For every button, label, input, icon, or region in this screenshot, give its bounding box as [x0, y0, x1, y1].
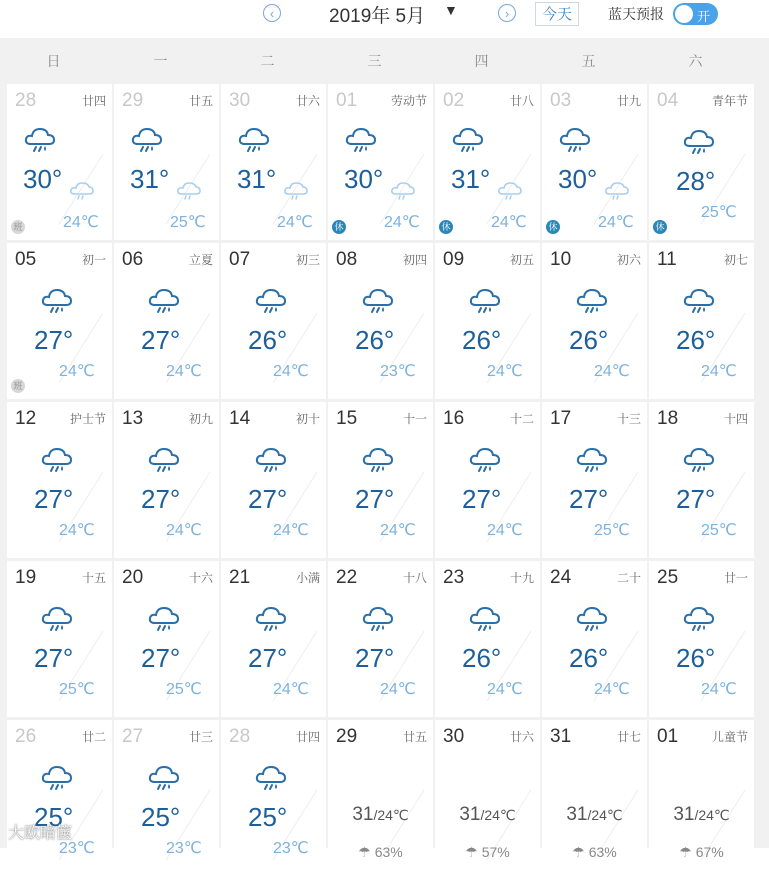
day-number: 13 — [122, 408, 144, 429]
calendar-day-cell[interactable] — [114, 84, 219, 240]
high-temp: 26° — [569, 643, 609, 673]
high-temp: 27° — [141, 325, 181, 355]
day-number: 16 — [443, 408, 465, 429]
rain-probability: 67% — [695, 844, 724, 860]
lunar-date: 廿一 — [723, 571, 748, 585]
low-temp: 24℃ — [63, 214, 99, 231]
day-number: 27 — [122, 726, 144, 747]
calendar-day-cell[interactable] — [7, 243, 112, 399]
rain-chance — [542, 844, 647, 861]
low-temp: 25℃ — [701, 522, 737, 539]
low-temp: 25℃ — [59, 681, 95, 698]
day-number: 18 — [657, 408, 679, 429]
lunar-date: 护士节 — [69, 412, 106, 426]
lunar-date: 十八 — [402, 571, 427, 585]
forecast-high: 31 — [352, 804, 374, 825]
day-number: 19 — [15, 567, 37, 588]
rain-cloud-icon — [254, 605, 288, 635]
low-temp: 25℃ — [701, 204, 737, 221]
day-number: 17 — [550, 408, 572, 429]
low-temp: 23℃ — [166, 840, 202, 857]
day-number: 14 — [229, 408, 251, 429]
rain-cloud-icon — [575, 446, 609, 476]
low-temp: 25℃ — [170, 214, 206, 231]
lunar-date: 初六 — [616, 253, 641, 267]
rain-cloud-icon — [254, 764, 288, 794]
calendar-day-cell[interactable] — [649, 561, 754, 717]
high-temp: 30° — [344, 164, 384, 194]
rain-cloud-icon — [682, 287, 716, 317]
low-temp: 24℃ — [701, 363, 737, 380]
high-temp: 26° — [676, 325, 716, 355]
weekday-header — [0, 38, 769, 84]
high-temp: 31° — [237, 164, 277, 194]
rain-cloud-icon — [361, 287, 395, 317]
lunar-date: 廿六 — [295, 94, 320, 108]
weekday-label: 六 — [688, 53, 703, 69]
forecast-low: /24℃ — [373, 807, 409, 823]
day-number: 03 — [550, 90, 572, 111]
calendar-day-cell[interactable] — [221, 720, 326, 876]
high-temp: 27° — [248, 484, 288, 514]
night-rain-cloud-icon — [283, 180, 309, 202]
high-temp: 25° — [141, 802, 181, 832]
weekday-label: 日 — [46, 53, 61, 69]
toggle-state: 开 — [697, 9, 711, 24]
low-temp: 24℃ — [487, 681, 523, 698]
high-temp: 26° — [462, 325, 502, 355]
lunar-date: 劳动节 — [390, 94, 427, 108]
rain-chance — [435, 844, 540, 861]
lunar-date: 初一 — [81, 253, 106, 267]
watermark-text: 大欧暗箧 — [8, 825, 73, 842]
day-number: 29 — [122, 90, 144, 111]
lunar-date: 十四 — [723, 412, 748, 426]
high-temp: 31° — [451, 164, 491, 194]
high-temp: 26° — [355, 325, 395, 355]
holiday-badge: 休 — [546, 220, 560, 234]
lunar-date: 小满 — [295, 571, 320, 585]
rain-cloud-icon — [468, 287, 502, 317]
month-title[interactable]: 2019年 5月 — [329, 6, 426, 27]
toggle-knob — [675, 5, 693, 23]
low-temp: 24℃ — [487, 363, 523, 380]
calendar-day-cell[interactable] — [114, 561, 219, 717]
rain-cloud-icon — [237, 126, 271, 156]
day-number: 08 — [336, 249, 358, 270]
low-temp: 24℃ — [273, 681, 309, 698]
low-temp: 24℃ — [598, 214, 634, 231]
lunar-date: 初三 — [295, 253, 320, 267]
day-number: 21 — [229, 567, 251, 588]
rain-cloud-icon — [451, 126, 485, 156]
high-temp: 26° — [248, 325, 288, 355]
calendar-day-cell[interactable] — [649, 243, 754, 399]
low-temp: 24℃ — [273, 522, 309, 539]
high-temp: 27° — [355, 643, 395, 673]
forecast-low: /24℃ — [587, 807, 623, 823]
lunar-date: 初五 — [509, 253, 534, 267]
day-number: 24 — [550, 567, 572, 588]
next-month-icon[interactable]: › — [498, 4, 516, 22]
calendar-day-cell[interactable] — [542, 561, 647, 717]
lunar-date: 十九 — [509, 571, 534, 585]
low-temp: 25℃ — [594, 522, 630, 539]
low-temp: 24℃ — [166, 522, 202, 539]
low-temp: 23℃ — [273, 840, 309, 857]
lunar-date: 二十 — [616, 571, 641, 585]
rain-cloud-icon — [147, 764, 181, 794]
day-number: 07 — [229, 249, 251, 270]
high-temp: 27° — [676, 484, 716, 514]
calendar-day-cell[interactable] — [328, 402, 433, 558]
lunar-date: 儿童节 — [711, 730, 748, 744]
day-number: 12 — [15, 408, 37, 429]
day-number: 20 — [122, 567, 144, 588]
lunar-date: 十一 — [402, 412, 427, 426]
night-rain-cloud-icon — [69, 180, 95, 202]
rain-cloud-icon — [361, 446, 395, 476]
low-temp: 24℃ — [701, 681, 737, 698]
weekday-label: 四 — [474, 53, 489, 69]
rain-cloud-icon — [40, 446, 74, 476]
day-number: 06 — [122, 249, 144, 270]
calendar-day-cell[interactable] — [328, 720, 433, 876]
lunar-date: 廿九 — [616, 94, 641, 108]
forecast-high: 31 — [566, 804, 588, 825]
rain-cloud-icon — [254, 287, 288, 317]
day-number: 30 — [229, 90, 251, 111]
calendar-day-cell[interactable] — [649, 84, 754, 240]
high-temp: 27° — [141, 643, 181, 673]
day-number: 05 — [15, 249, 37, 270]
forecast-high: 31 — [673, 804, 695, 825]
calendar-day-cell[interactable] — [435, 720, 540, 876]
calendar-grid — [0, 38, 769, 860]
holiday-badge: 休 — [332, 220, 346, 234]
rain-probability: 57% — [481, 844, 510, 860]
day-number: 25 — [657, 567, 679, 588]
forecast-high: 31 — [459, 804, 481, 825]
calendar-day-cell[interactable] — [7, 720, 112, 876]
forecast-low: /24℃ — [480, 807, 516, 823]
rain-cloud-icon — [558, 126, 592, 156]
umbrella-icon: ☂ — [465, 844, 482, 860]
lunar-date: 廿八 — [509, 94, 534, 108]
forecast-temp — [649, 804, 754, 826]
day-number: 01 — [336, 90, 358, 111]
calendar-day-cell[interactable] — [328, 243, 433, 399]
lunar-date: 十五 — [81, 571, 106, 585]
rain-cloud-icon — [40, 764, 74, 794]
night-rain-cloud-icon — [390, 180, 416, 202]
lunar-date: 初九 — [188, 412, 213, 426]
rain-cloud-icon — [147, 446, 181, 476]
day-number: 29 — [336, 726, 358, 747]
lunar-date: 十三 — [616, 412, 641, 426]
day-number: 11 — [657, 249, 677, 270]
calendar-day-cell[interactable] — [542, 243, 647, 399]
day-number: 10 — [550, 249, 572, 270]
low-temp: 24℃ — [487, 522, 523, 539]
night-rain-cloud-icon — [176, 180, 202, 202]
umbrella-icon: ☂ — [679, 844, 696, 860]
calendar-day-cell[interactable] — [114, 402, 219, 558]
calendar-day-cell[interactable] — [542, 402, 647, 558]
low-temp: 24℃ — [380, 681, 416, 698]
rain-cloud-icon — [147, 605, 181, 635]
high-temp: 26° — [676, 643, 716, 673]
calendar-day-cell[interactable] — [221, 561, 326, 717]
holiday-badge: 休 — [653, 220, 667, 234]
high-temp: 26° — [569, 325, 609, 355]
today-button[interactable]: 今天 — [535, 2, 579, 26]
lunar-date: 初十 — [295, 412, 320, 426]
prev-month-icon[interactable]: ‹ — [263, 4, 281, 22]
day-number: 23 — [443, 567, 465, 588]
rain-cloud-icon — [468, 446, 502, 476]
calendar-day-cell[interactable] — [542, 84, 647, 240]
low-temp: 23℃ — [59, 840, 95, 857]
rain-cloud-icon — [575, 605, 609, 635]
low-temp: 24℃ — [273, 363, 309, 380]
calendar-day-cell[interactable] — [7, 84, 112, 240]
calendar-day-cell[interactable] — [649, 720, 754, 876]
lunar-date: 廿三 — [188, 730, 213, 744]
rain-cloud-icon — [682, 128, 716, 158]
calendar-day-cell[interactable] — [221, 402, 326, 558]
day-number: 30 — [443, 726, 465, 747]
lunar-date: 立夏 — [188, 253, 213, 267]
rain-cloud-icon — [40, 287, 74, 317]
weekday-label: 一 — [153, 53, 168, 69]
rain-cloud-icon — [682, 605, 716, 635]
lunar-date: 廿四 — [81, 94, 106, 108]
day-number: 31 — [550, 726, 572, 747]
low-temp: 24℃ — [59, 522, 95, 539]
day-number: 02 — [443, 90, 465, 111]
calendar-day-cell[interactable] — [542, 720, 647, 876]
calendar-day-cell[interactable] — [328, 84, 433, 240]
high-temp: 27° — [248, 643, 288, 673]
day-number: 04 — [657, 90, 679, 111]
holiday-badge: 班 — [11, 220, 25, 234]
low-temp: 24℃ — [166, 363, 202, 380]
high-temp: 28° — [676, 166, 716, 196]
high-temp: 25° — [248, 802, 288, 832]
high-temp: 27° — [34, 643, 74, 673]
day-number: 09 — [443, 249, 465, 270]
calendar-day-cell[interactable] — [7, 561, 112, 717]
rain-cloud-icon — [23, 126, 57, 156]
calendar-toolbar — [0, 0, 769, 38]
day-number: 15 — [336, 408, 358, 429]
lunar-date: 廿五 — [188, 94, 213, 108]
calendar-day-cell[interactable] — [114, 243, 219, 399]
rain-cloud-icon — [147, 287, 181, 317]
rain-chance — [649, 844, 754, 861]
low-temp: 23℃ — [380, 363, 416, 380]
forecast-toggle[interactable] — [673, 3, 718, 25]
day-number: 28 — [15, 90, 37, 111]
holiday-badge: 班 — [11, 379, 25, 393]
night-rain-cloud-icon — [604, 180, 630, 202]
forecast-temp — [542, 804, 647, 826]
high-temp: 30° — [23, 164, 63, 194]
high-temp: 30° — [558, 164, 598, 194]
umbrella-icon: ☂ — [572, 844, 589, 860]
rain-probability: 63% — [588, 844, 617, 860]
forecast-temp — [435, 804, 540, 826]
high-temp: 27° — [34, 484, 74, 514]
high-temp: 31° — [130, 164, 170, 194]
rain-cloud-icon — [254, 446, 288, 476]
lunar-date: 十二 — [509, 412, 534, 426]
day-number: 26 — [15, 726, 37, 747]
low-temp: 24℃ — [277, 214, 313, 231]
high-temp: 27° — [34, 325, 74, 355]
lunar-date: 初七 — [723, 253, 748, 267]
lunar-date: 廿四 — [295, 730, 320, 744]
low-temp: 24℃ — [491, 214, 527, 231]
low-temp: 24℃ — [594, 681, 630, 698]
toggle-label: 蓝天预报 — [608, 6, 664, 22]
calendar-day-cell[interactable] — [435, 561, 540, 717]
lunar-date: 廿六 — [509, 730, 534, 744]
weekday-label: 三 — [367, 53, 382, 69]
high-temp: 27° — [355, 484, 395, 514]
weekday-label: 五 — [581, 53, 596, 69]
rain-cloud-icon — [130, 126, 164, 156]
rain-cloud-icon — [344, 126, 378, 156]
lunar-date: 廿二 — [81, 730, 106, 744]
low-temp: 24℃ — [384, 214, 420, 231]
night-rain-cloud-icon — [497, 180, 523, 202]
low-temp: 24℃ — [59, 363, 95, 380]
calendar-day-cell[interactable] — [7, 402, 112, 558]
holiday-badge: 休 — [439, 220, 453, 234]
calendar-day-cell[interactable] — [221, 243, 326, 399]
rain-probability: 63% — [374, 844, 403, 860]
rain-cloud-icon — [575, 287, 609, 317]
high-temp: 27° — [569, 484, 609, 514]
lunar-date: 青年节 — [711, 94, 748, 108]
calendar-day-cell[interactable] — [114, 720, 219, 876]
lunar-date: 廿七 — [616, 730, 641, 744]
rain-cloud-icon — [682, 446, 716, 476]
low-temp: 24℃ — [380, 522, 416, 539]
rain-cloud-icon — [40, 605, 74, 635]
lunar-date: 初四 — [402, 253, 427, 267]
umbrella-icon: ☂ — [358, 844, 375, 860]
rain-cloud-icon — [361, 605, 395, 635]
day-number: 01 — [657, 726, 679, 747]
day-number: 28 — [229, 726, 251, 747]
rain-cloud-icon — [468, 605, 502, 635]
calendar-day-cell[interactable] — [435, 402, 540, 558]
high-temp: 27° — [462, 484, 502, 514]
high-temp: 26° — [462, 643, 502, 673]
calendar-day-cell[interactable] — [328, 561, 433, 717]
day-number: 22 — [336, 567, 358, 588]
calendar-day-cell[interactable] — [435, 84, 540, 240]
calendar-day-cell[interactable] — [221, 84, 326, 240]
high-temp: 27° — [141, 484, 181, 514]
lunar-date: 廿五 — [402, 730, 427, 744]
lunar-date: 十六 — [188, 571, 213, 585]
forecast-low: /24℃ — [694, 807, 730, 823]
weekday-label: 二 — [260, 53, 275, 69]
calendar-day-cell[interactable] — [435, 243, 540, 399]
low-temp: 25℃ — [166, 681, 202, 698]
chevron-down-icon[interactable]: ▼ — [444, 2, 458, 18]
rain-chance — [328, 844, 433, 861]
high-temp: 25° — [34, 802, 74, 832]
calendar-day-cell[interactable] — [649, 402, 754, 558]
low-temp: 24℃ — [594, 363, 630, 380]
forecast-temp — [328, 804, 433, 826]
